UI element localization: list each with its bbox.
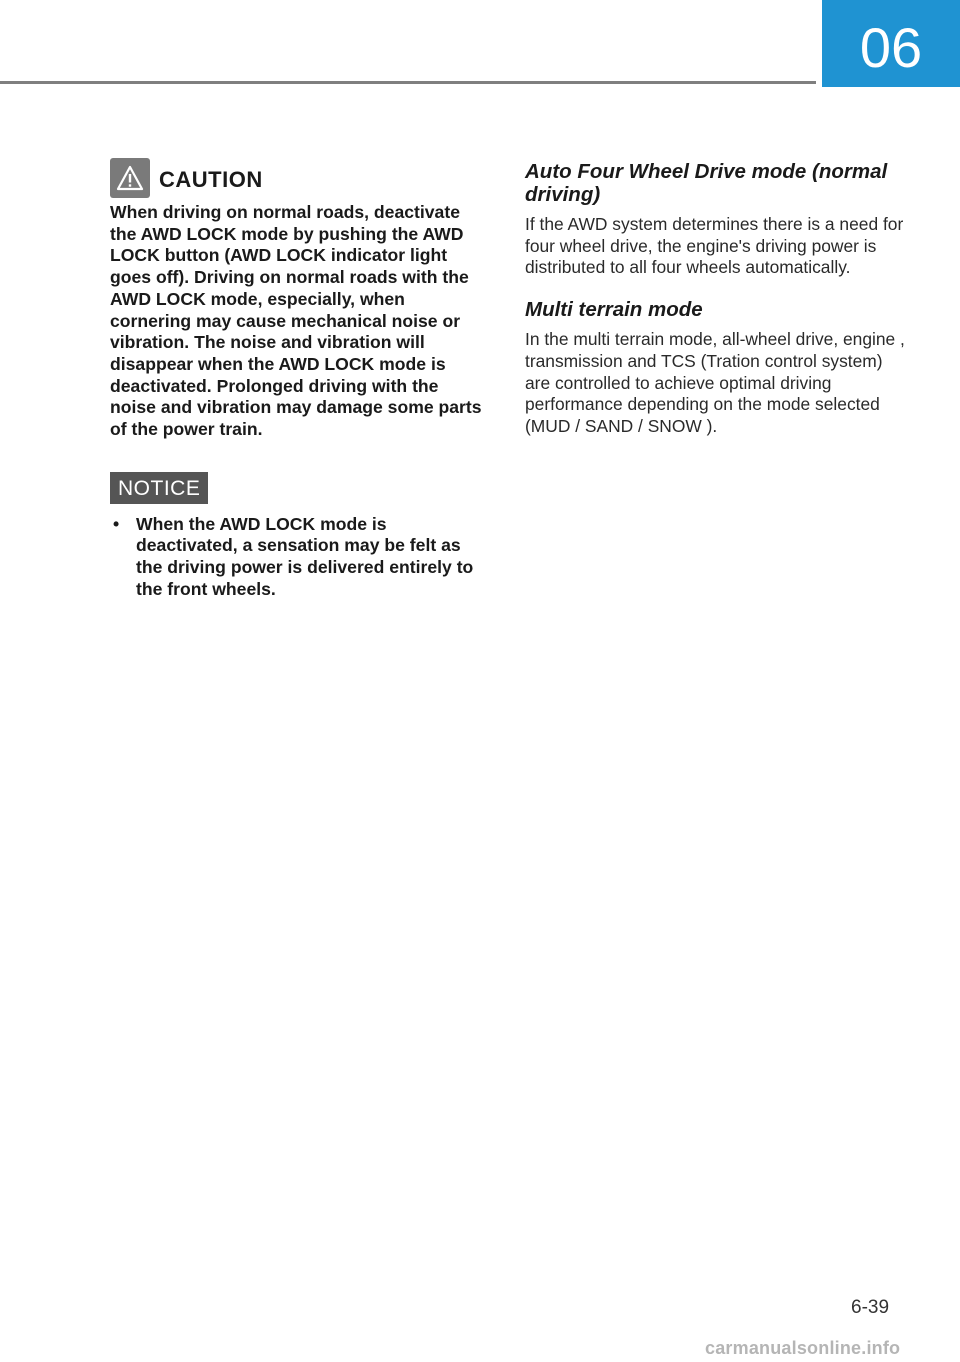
- section-heading: Multi terrain mode: [525, 298, 703, 322]
- notice-item: [110, 514, 488, 601]
- header-rule: [0, 81, 816, 84]
- chapter-tab: 06: [822, 0, 960, 87]
- caution-title: CAUTION: [159, 167, 263, 192]
- right-column: [525, 160, 905, 438]
- section-auto-awd: [525, 160, 905, 279]
- section-multi-terrain: [525, 298, 905, 438]
- caution-box: [110, 158, 488, 441]
- notice-list: [110, 514, 488, 601]
- caution-body: When driving on normal roads, deactivate the AWD LOCK mode by pushing the AWD LOCK button (AWD LOCK indicator light goes off). Driving on normal roads with the AWD LOCK mode, especially, when cornering may cause mechanical noise or vibration. The noise and vibration will disappear when the AWD LOCK mode is deactivated. Prolonged driving with the noise and vibration may damage some parts of the power train.: [110, 202, 482, 440]
- caution-header: [110, 158, 488, 198]
- page-number: 6-39: [851, 1297, 890, 1318]
- left-column: [110, 158, 488, 601]
- bullet-icon: •: [113, 513, 120, 534]
- section-heading: Auto Four Wheel Drive mode (normal driving): [525, 160, 888, 206]
- watermark: carmanualsonline.info: [705, 1338, 901, 1358]
- warning-triangle-icon: [110, 158, 150, 198]
- section-body: If the AWD system determines there is a need for four wheel drive, the engine's driving power is distributed to all four wheels automatically.: [525, 214, 904, 278]
- notice-item-text: When the AWD LOCK mode is deactivated, a sensation may be felt as the driving power is delivered entirely to the front wheels.: [136, 513, 474, 599]
- section-body: In the multi terrain mode, all-wheel drive, engine , transmission and TCS (Tration control system) are controlled to achieve optimal driving performance depending on the mode selected (MUD / SAND / SNOW ).: [525, 329, 905, 436]
- notice-label: NOTICE: [110, 472, 208, 504]
